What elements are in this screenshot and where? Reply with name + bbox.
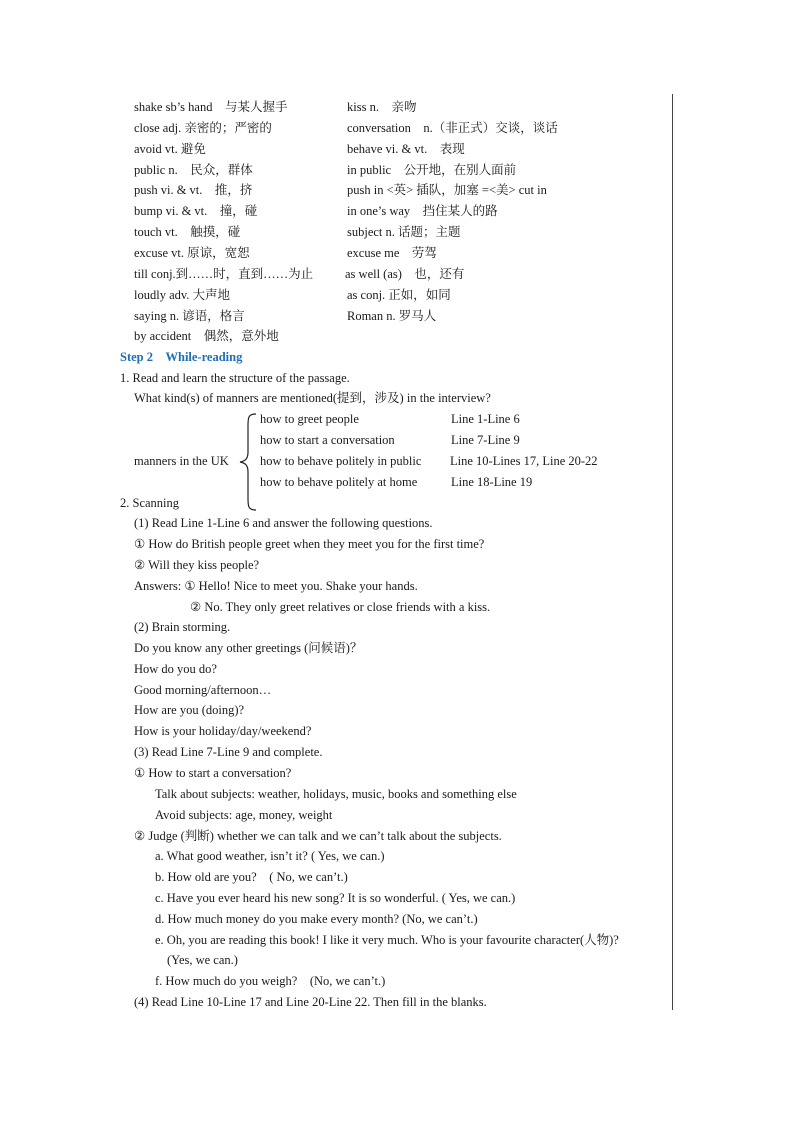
text-line: f. How much do you weigh? (No, we can’t.) bbox=[155, 974, 386, 988]
text-line: (1) Read Line 1-Line 6 and answer the following questions. bbox=[134, 516, 433, 530]
section-title: 2. Scanning bbox=[120, 496, 180, 510]
vocab-item: behave vi. & vt. 表现 bbox=[347, 142, 465, 156]
structure-item-label: how to behave politely in public bbox=[260, 454, 422, 468]
text-line: (3) Read Line 7-Line 9 and complete. bbox=[134, 745, 323, 759]
table-right-border bbox=[672, 94, 673, 1010]
text-line: ② Judge (判断) whether we can talk and we can’t talk about the subjects. bbox=[134, 829, 502, 843]
structure-item-label: how to start a conversation bbox=[260, 433, 395, 447]
text-line: (4) Read Line 10-Line 17 and Line 20-Line 22. Then fill in the blanks. bbox=[134, 995, 487, 1009]
text-line: Talk about subjects: weather, holidays, music, books and something else bbox=[155, 787, 517, 801]
vocab-item: avoid vt. 避免 bbox=[134, 142, 206, 156]
text-line: How are you (doing)? bbox=[134, 703, 245, 717]
vocab-item: public n. 民众，群体 bbox=[134, 163, 253, 177]
text-line: e. Oh, you are reading this book! I like it very much. Who is your favourite character(人物)? bbox=[155, 933, 619, 947]
text-line: ① How to start a conversation? bbox=[134, 766, 292, 780]
step-heading: Step 2 While-reading bbox=[120, 350, 243, 364]
vocab-item: in one’s way 挡住某人的路 bbox=[347, 204, 498, 218]
text-line: (Yes, we can.) bbox=[167, 953, 238, 967]
vocab-item: shake sb’s hand 与某人握手 bbox=[134, 100, 288, 114]
structure-root: manners in the UK bbox=[134, 454, 229, 468]
vocab-item: bump vi. & vt. 撞，碰 bbox=[134, 204, 258, 218]
structure-item-lines: Line 7-Line 9 bbox=[451, 433, 520, 447]
text-line: c. Have you ever heard his new song? It is so wonderful. ( Yes, we can.) bbox=[155, 891, 516, 905]
text-line: (2) Brain storming. bbox=[134, 620, 231, 634]
text-line: Avoid subjects: age, money, weight bbox=[155, 808, 333, 822]
vocab-item: touch vt. 触摸，碰 bbox=[134, 225, 241, 239]
vocab-item: Roman n. 罗马人 bbox=[347, 309, 437, 323]
structure-question: What kind(s) of manners are mentioned(提到，涉及) in the interview? bbox=[134, 391, 491, 405]
text-line: ① How do British people greet when they meet you for the first time? bbox=[134, 537, 485, 551]
vocab-item: saying n. 谚语，格言 bbox=[134, 309, 245, 323]
text-line: b. How old are you? ( No, we can’t.) bbox=[155, 870, 348, 884]
structure-item-label: how to greet people bbox=[260, 412, 359, 426]
text-line: How is your holiday/day/weekend? bbox=[134, 724, 312, 738]
vocab-item: till conj.到……时，直到……为止 bbox=[134, 267, 314, 281]
structure-item-lines: Line 18-Line 19 bbox=[451, 475, 533, 489]
vocab-item: by accident 偶然，意外地 bbox=[134, 329, 279, 343]
text-line: Answers: ① Hello! Nice to meet you. Shake your hands. bbox=[134, 579, 418, 593]
vocab-item: push vi. & vt. 推，挤 bbox=[134, 183, 253, 197]
vocab-item: push in <英> 插队，加塞 =<美> cut in bbox=[347, 183, 547, 197]
structure-item-label: how to behave politely at home bbox=[260, 475, 418, 489]
vocab-item: conversation n.（非正式）交谈，谈话 bbox=[347, 121, 558, 135]
vocab-item: subject n. 话题；主题 bbox=[347, 225, 461, 239]
vocab-item: as well (as) 也，还有 bbox=[345, 267, 465, 281]
text-line: Good morning/afternoon… bbox=[134, 683, 272, 697]
vocab-item: as conj. 正如，如同 bbox=[347, 288, 451, 302]
text-line: ② No. They only greet relatives or close friends with a kiss. bbox=[190, 600, 491, 614]
text-line: ② Will they kiss people? bbox=[134, 558, 260, 572]
vocab-item: kiss n. 亲吻 bbox=[347, 100, 417, 114]
vocab-item: excuse vt. 原谅，宽恕 bbox=[134, 246, 250, 260]
structure-item-lines: Line 1-Line 6 bbox=[451, 412, 520, 426]
text-line: a. What good weather, isn’t it? ( Yes, we can.) bbox=[155, 849, 385, 863]
vocab-item: close adj. 亲密的；严密的 bbox=[134, 121, 272, 135]
vocab-item: loudly adv. 大声地 bbox=[134, 288, 231, 302]
structure-item-lines: Line 10-Lines 17, Line 20-22 bbox=[450, 454, 598, 468]
text-line: Do you know any other greetings (问候语)？ bbox=[134, 641, 363, 655]
text-line: d. How much money do you make every month? (No, we can’t.) bbox=[155, 912, 478, 926]
vocab-item: in public 公开地，在别人面前 bbox=[347, 163, 517, 177]
curly-brace-icon bbox=[236, 412, 260, 512]
section-title: 1. Read and learn the structure of the passage. bbox=[120, 371, 350, 385]
vocab-item: excuse me 劳驾 bbox=[347, 246, 437, 260]
text-line: How do you do? bbox=[134, 662, 217, 676]
